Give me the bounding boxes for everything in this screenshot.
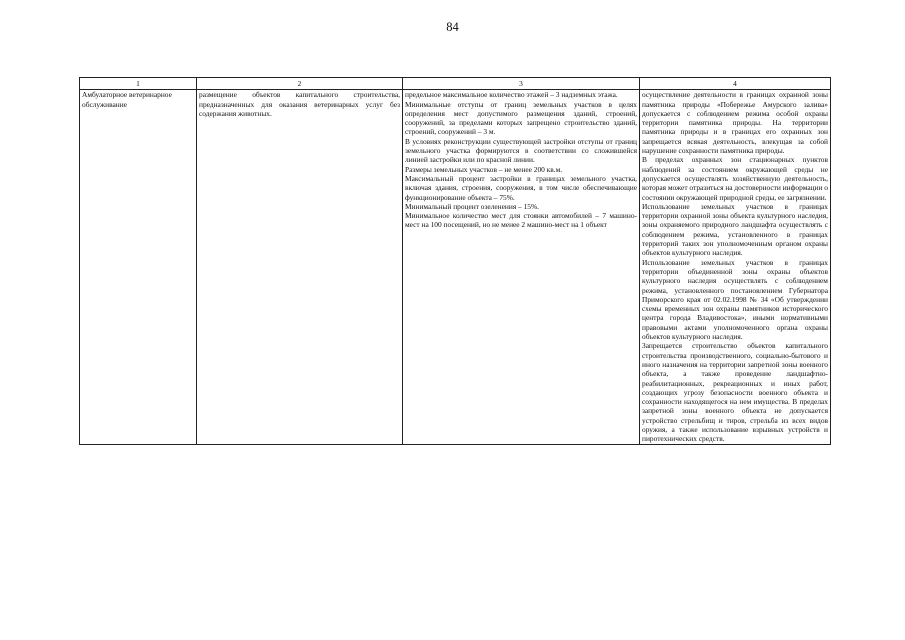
restriction-paragraph: Использование земельных участков в границах территории охранной зоны объекта культурного наследия, зоны охраняемого природного ландшафта осуществлять с соблюдением режима, установленного в границах территорий таких зон уполномоченным органом охраны объектов культурного наследия.: [642, 201, 828, 258]
parameter-paragraph: Минимальное количество мест для стоянки автомобилей – 7 машино-мест на 100 посещений, но не менее 2 машино-мест на 1 объект: [405, 211, 637, 230]
page-number: 84: [446, 20, 459, 34]
land-use-description: размещение объектов капитального строительства, предназначенных для оказания ветеринарных услуг без содержания животных.: [199, 90, 400, 118]
column-header-2: 2: [197, 78, 403, 90]
restriction-paragraph: В пределах охранных зон стационарных пунктов наблюдений за состоянием окружающей среды не допускается осуществлять хозяйственную деятельность, которая может отразиться на достоверности информации о состоянии окружающей природной среды, ее загрязнении.: [642, 155, 829, 202]
restrictions-cell: [640, 90, 831, 444]
parameter-paragraph: Минимальный процент озеленения – 15%.: [405, 201, 539, 211]
restriction-paragraph: Запрещается строительство объектов капитального строительства производственного, социально-бытового и иного назначения на территории запретной зоны военного объекта, а также проведение ландшафтно-реабилитационных, рекреационных и иных работ, создающих угрозу безопасности военного объекта и сохранности находящегося на нем имущества. В пределах запретной зоны военного объекта не допускается устройство стрельбищ и тиров, стрельба из всех видов оружия, а также использование взрывных устройств и пиротехнических средств.: [642, 341, 828, 444]
restriction-paragraph: осуществление деятельности в границах охранной зоны памятника природы «Побережье Амурского залива» допускается с соблюдением режима особой охраны территории памятника природы. На территории памятника природы и в границах его охранных зон запрещается всякая деятельность, влекущая за собой нарушение сохранности памятника природы.: [642, 90, 828, 156]
table-header-row: [80, 78, 831, 90]
restriction-paragraph: Использование земельных участков в границах территории объединенной зоны охраны объектов культурного наследия осуществлять с соблюдением режима, установленного постановлением Губернатора Приморского края от 02.02.1998 № 34 «Об утверждении схемы временных зон охраны памятников исторического центра города Владивостока», иными нормативными правовыми актами уполномоченного органа охраны объектов культурного наследия.: [642, 257, 828, 342]
parameter-paragraph: Максимальный процент застройки в границах земельного участка, включая здания, строения, сооружения, в том числе обеспечивающие функционирование объекта – 75%.: [405, 173, 637, 202]
regulations-table: [79, 77, 831, 445]
land-use-type-cell: [80, 90, 197, 444]
parameter-paragraph: Размеры земельных участков – не менее 200 кв.м.: [405, 164, 563, 174]
parameters-cell: [403, 90, 640, 444]
parameter-paragraph: предельное максимальное количество этажей – 3 надземных этажа.: [405, 90, 618, 100]
parameter-paragraph: Минимальные отступы от границ земельных участков в целях определения мест допустимого размещения зданий, строений, сооружений, за пределами которых запрещено строительство зданий, строений, сооружений – 3 м.: [405, 99, 637, 137]
column-header-1: 1: [80, 78, 197, 90]
parameter-paragraph: В условиях реконструкции существующей застройки отступы от границ земельного участка формируются в соответствии со сложившейся линией застройки или по красной линии.: [405, 136, 637, 165]
column-header-4: 4: [640, 78, 831, 90]
table-row: [80, 90, 831, 444]
land-use-description-cell: [197, 90, 403, 444]
column-header-3: 3: [403, 78, 640, 90]
land-use-type: Амбулаторное ветеринарное обслуживание: [82, 90, 172, 109]
